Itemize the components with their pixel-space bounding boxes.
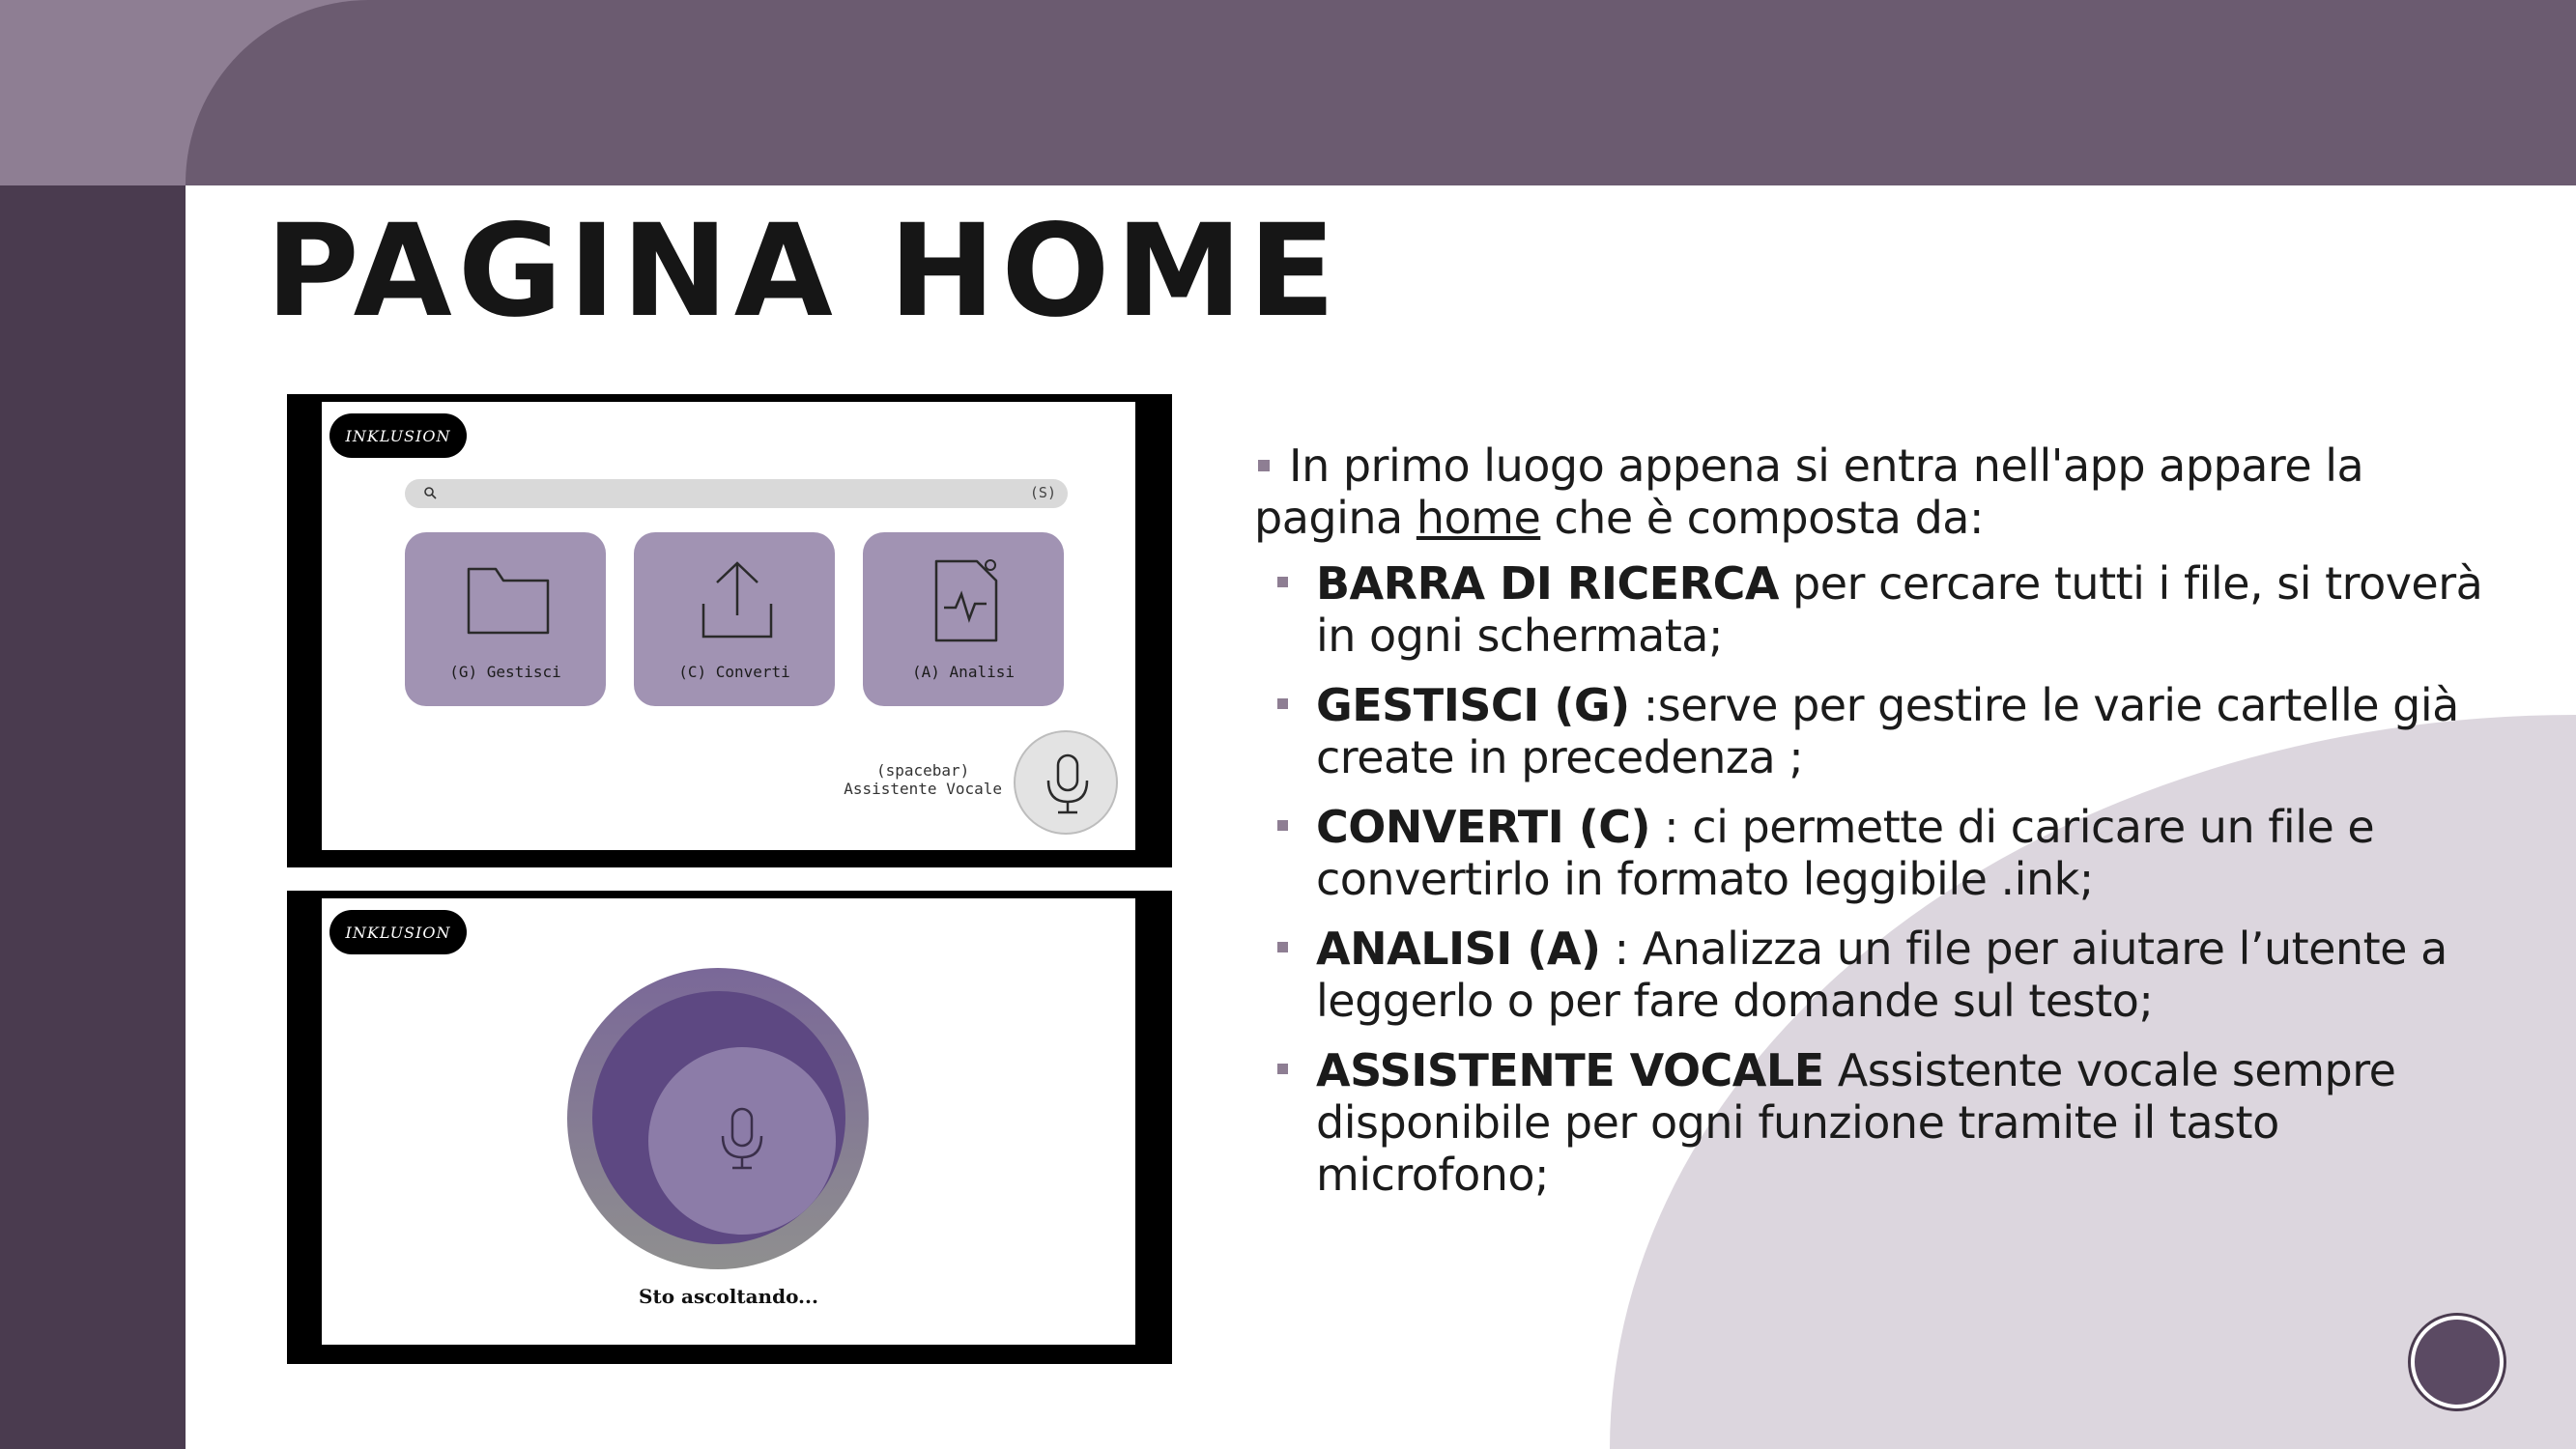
- feature-text: :serve per gestire le varie cartelle già create in precedenza ;: [1316, 679, 2459, 783]
- app-logo[interactable]: INKLUSION: [329, 413, 467, 458]
- feature-text: : Analizza un file per aiutare l’utente a leggerlo o per fare domande sul testo;: [1316, 923, 2447, 1027]
- analisi-button[interactable]: [863, 532, 1064, 706]
- feature-text: Assistente vocale sempre disponibile per ogni funzione tramite il tasto microfono;: [1316, 1044, 2396, 1201]
- app-logo[interactable]: INKLUSION: [329, 910, 467, 954]
- gestisci-label: (G) Gestisci: [449, 663, 561, 681]
- bullet-icon: [1258, 460, 1270, 471]
- feature-item-analisi: [1316, 923, 2491, 1027]
- bullet-icon: [1277, 820, 1288, 831]
- feature-text: per cercare tutti i file, si troverà in ogni schermata;: [1316, 557, 2483, 662]
- microphone-icon: [718, 1107, 766, 1171]
- feature-item-search: [1316, 557, 2491, 662]
- listening-core: [648, 1047, 836, 1235]
- bullet-icon: [1277, 577, 1288, 587]
- intro-text-before: In primo luogo appena si entra nell'app appare la pagina: [1254, 440, 2364, 544]
- slide-content: [1254, 440, 2491, 1218]
- feature-term: ASSISTENTE VOCALE: [1316, 1044, 1824, 1096]
- folder-icon: [465, 555, 552, 644]
- gestisci-button[interactable]: [405, 532, 606, 706]
- feature-term: ANALISI (A): [1316, 923, 1601, 975]
- intro-text-after: che è composta da:: [1540, 492, 1984, 544]
- analisi-label: (A) Analisi: [912, 663, 1015, 681]
- background-left-band: [0, 0, 186, 1449]
- feature-list: [1254, 557, 2491, 1201]
- voice-assistant-hint: [844, 761, 1002, 798]
- feature-item-converti: [1316, 801, 2491, 905]
- search-bar[interactable]: [405, 479, 1068, 508]
- file-analysis-icon: [923, 555, 1010, 644]
- listening-status: Sto ascoltando...: [639, 1285, 818, 1308]
- feature-term: CONVERTI (C): [1316, 801, 1651, 853]
- listening-screen-screenshot: [287, 891, 1172, 1364]
- converti-label: (C) Converti: [678, 663, 790, 681]
- feature-text: : ci permette di caricare un file e convertirlo in formato leggibile .ink;: [1316, 801, 2375, 905]
- intro-home-link: home: [1416, 492, 1541, 544]
- feature-item-voice: [1316, 1044, 2491, 1201]
- search-icon: [422, 485, 440, 502]
- home-screen: [322, 402, 1135, 850]
- search-shortcut: (S): [1029, 484, 1056, 501]
- bullet-icon: [1277, 1064, 1288, 1074]
- feature-item-gestisci: [1316, 679, 2491, 783]
- bullet-icon: [1277, 942, 1288, 952]
- microphone-icon: [1043, 753, 1093, 815]
- background-top-band: [186, 0, 2576, 185]
- voice-shortcut: (spacebar): [875, 761, 970, 780]
- converti-button[interactable]: [634, 532, 835, 706]
- slide-title: PAGINA HOME: [266, 197, 1342, 346]
- listening-ring: [592, 991, 845, 1244]
- upload-icon: [694, 555, 781, 644]
- voice-label: Assistente Vocale: [844, 780, 1002, 798]
- slide-nav-button[interactable]: [2411, 1316, 2504, 1408]
- home-screen-screenshot: [287, 394, 1172, 867]
- feature-term: GESTISCI (G): [1316, 679, 1630, 731]
- listening-indicator[interactable]: [567, 968, 869, 1269]
- feature-term: BARRA DI RICERCA: [1316, 557, 1779, 610]
- intro-paragraph: [1254, 440, 2491, 544]
- bullet-icon: [1277, 698, 1288, 709]
- voice-assistant-button[interactable]: [1014, 730, 1118, 835]
- listening-screen: [322, 898, 1135, 1345]
